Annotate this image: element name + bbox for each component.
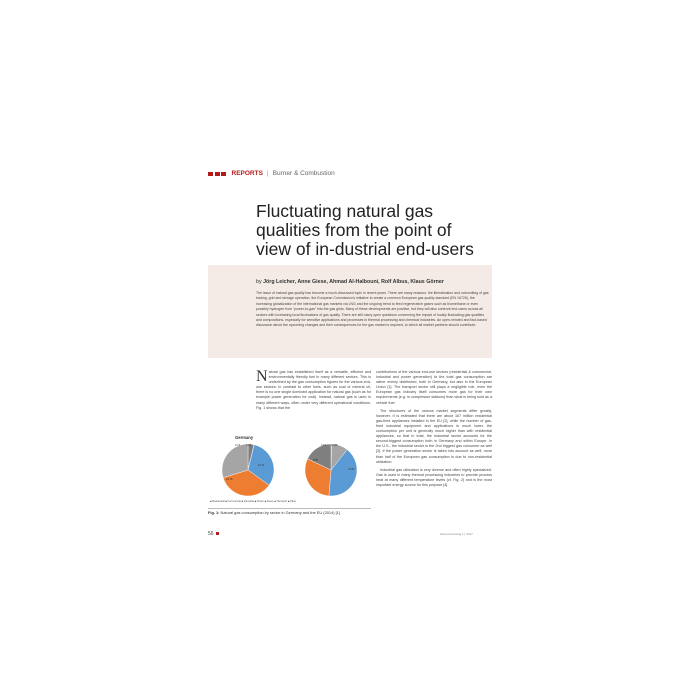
- section-header: [208, 170, 335, 177]
- chart-legend: ■ Residential ■ Commercial ■ Industrial ■ Power ■ Fleets ■ Transport ■ Other: [210, 500, 297, 503]
- journal-footer: heat processing 1 | 2017: [440, 532, 473, 536]
- pie-data-label: 0.298: [331, 444, 338, 447]
- pie-data-label: 31.11: [258, 464, 265, 467]
- pie-data-label: 0.01: [321, 444, 327, 447]
- caption-label: Fig. 1:: [208, 510, 220, 515]
- page-dot: [216, 532, 219, 535]
- pie-data-label: 3.74: [235, 444, 241, 447]
- pie-data-label: 14.81: [348, 468, 355, 471]
- paragraph: The structures of the various market segments differ greatly, however. It is estimated that there are about 167 million residential gas-fired appliances installed in the EU [2], while the number of gas-fired industrial equipment and applications is much lower, the consumption per unit is generally much higher than with residential appliances, so that in total, the industrial sector accounts for the second-biggest consumption both in Germany and within Europe. In the U.S., the industrial sector is the 2nd biggest gas consumer as well [3]. If the power generation sector is taken into account as well, more than half of the European gas consumption is due to non-residential utilization.: [376, 408, 492, 464]
- body-column-2: [376, 370, 492, 491]
- pie-data-label: 0.09: [246, 444, 252, 447]
- caption-text: Natural gas consumption by sector in Germany and the EU (2014) [1]: [219, 510, 340, 515]
- article-title: Fluctuating natural gas qualities from the point of view of in-dustrial end-users: [256, 201, 474, 259]
- header-square: [221, 172, 226, 176]
- byline-prefix: by: [256, 279, 264, 285]
- page-number: [208, 531, 219, 537]
- paragraph: Industrial gas utilization is very diverse and often highly specialized. Gas is used in many thermal processing industries to provide process heat at many different temperature levels (cf. Fig. 2) and is the most important energy source for this purpose [4].: [376, 467, 492, 487]
- pie-data-label: 29.78: [226, 478, 233, 481]
- authors: Jörg Leicher, Anne Giese, Ahmad Al-Halbouni, Rolf Albus, Klaus Görner: [263, 279, 444, 285]
- subsection-label: Burner & Combustion: [272, 170, 335, 177]
- pie-chart-germany: [222, 443, 274, 496]
- figure-caption: [208, 510, 371, 515]
- abstract-text: The issue of natural gas quality has become a much-discussed topic in recent years. There are many reasons: the liberalization and unbundling of gas trading, grid and storage operation, the European Commission's initiative to create a common European gas quality standard (EN 16726), the increasing globalization of the international gas markets via LNG and the ongoing trend to feed regenerative gases such as biomethane or even possibly hydrogen from "power-to-gas" into the gas grids. Many of these developments are positive, but they will also confront end-users across all sectors with increasing local fluctuations of gas quality. There are still many open questions concerning the impact of locally fluctuating gas qualities and compositions, especially for sensitive applications and processes in thermal processing and chemical industries. An open-minded and fact-based discussion about the upcoming changes and their consequences for the gas market is required, to which all market partners should contribute.: [256, 291, 489, 328]
- section-label: REPORTS: [231, 170, 263, 177]
- paragraph: contributions of the various end-use sectors (residential & commercial, industrial and power generation) to the total gas consumption are rather evenly distributed, both in Germany, but also in the European Union [1]. The transport sector still plays a negligible role, even the European gas industry itself consumes more gas for their own requirements (e.g. in compressor stations) than what is being sold as a vehicle fuel.: [376, 370, 492, 405]
- pie-chart-eu: [305, 443, 357, 496]
- pie-title: Germany: [235, 435, 254, 440]
- drop-cap: N: [256, 368, 268, 385]
- header-separator: |: [266, 170, 269, 177]
- figure-divider: [208, 508, 371, 509]
- page-number-text: 56: [208, 531, 214, 537]
- byline: [256, 279, 444, 285]
- pie-data-label: 8.55: [313, 459, 319, 462]
- header-square: [215, 172, 220, 176]
- column-1-text: atural gas has established itself as a versatile, efficient and environmentally friendly fuel in many different sectors. This is underlined by the gas consumption figures for the various end-use sectors: in contrast to other fuels, such as coal or mineral oil, there is no one single dominant application for natural gas (such as for example power generation for coal). Instead, natural gas is used in many different ways, often under very different operational conditions. Fig. 1 shows that the: [256, 370, 371, 410]
- body-column-1: [256, 370, 371, 411]
- header-square: [208, 172, 213, 176]
